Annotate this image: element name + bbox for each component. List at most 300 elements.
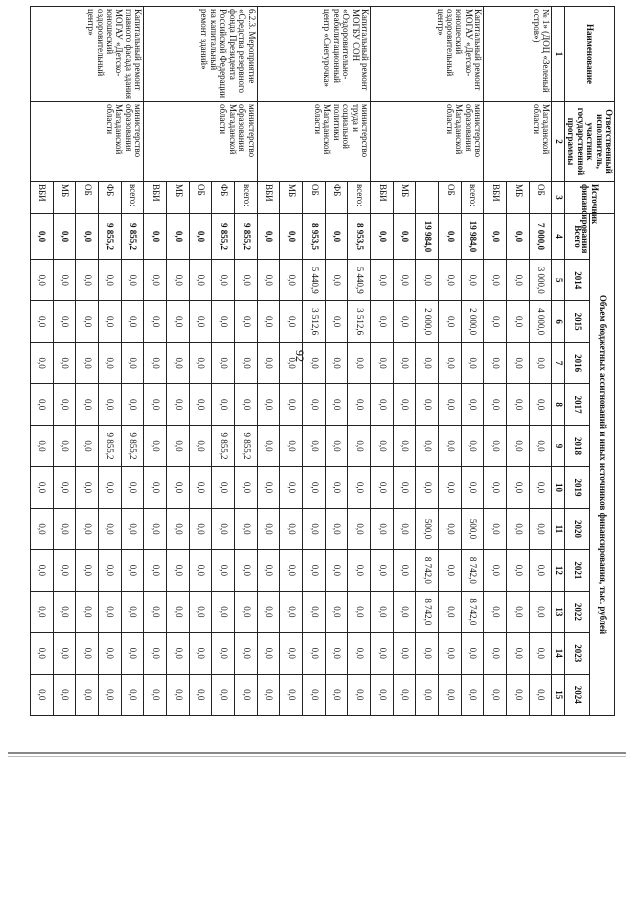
cell-total: 0,0 [325,214,348,260]
cell-value: 0,0 [76,508,99,549]
cell-value: 0,0 [53,301,76,342]
cell-value: 0,0 [325,508,348,549]
cell-value: 0,0 [507,633,530,674]
header-year: 2014 [564,260,589,301]
cell-value: 0,0 [53,508,76,549]
cell-value: 0,0 [280,342,303,383]
header-name: Наименование [564,7,614,102]
cell-value: 0,0 [76,550,99,591]
cell-value: 0,0 [234,591,257,632]
cell-value: 0,0 [461,384,484,425]
cell-value: 0,0 [166,633,189,674]
cell-value: 0,0 [257,384,280,425]
cell-value: 3 000,0 [529,260,552,301]
row-source: всего: [121,182,144,214]
cell-value: 0,0 [280,384,303,425]
cell-total: 7 000,0 [529,214,552,260]
cell-value: 0,0 [257,591,280,632]
cell-value: 0,0 [302,425,325,466]
cell-value: 0,0 [529,425,552,466]
cell-value: 0,0 [371,301,394,342]
cell-value: 3 512,6 [302,301,325,342]
row-source: всего: [348,182,371,214]
cell-value: 0,0 [280,301,303,342]
cell-value: 0,0 [507,550,530,591]
cell-value: 0,0 [280,550,303,591]
row-responsible: министерство образования Магаданской области [144,102,257,182]
cell-value: 0,0 [529,508,552,549]
cell-value: 0,0 [30,425,53,466]
cell-value: 0,0 [144,342,167,383]
cell-value: 0,0 [348,508,371,549]
cell-value: 0,0 [98,342,121,383]
cell-total: 0,0 [393,214,416,260]
cell-value: 0,0 [234,633,257,674]
cell-value: 0,0 [302,342,325,383]
cell-value: 0,0 [393,301,416,342]
cell-value: 0,0 [325,591,348,632]
cell-value: 0,0 [212,591,235,632]
cell-value: 0,0 [439,425,462,466]
cell-value: 0,0 [507,674,530,715]
cell-value: 0,0 [257,550,280,591]
cell-value: 0,0 [144,384,167,425]
header-row-1 [589,7,614,716]
cell-total: 0,0 [53,214,76,260]
cell-value: 0,0 [30,591,53,632]
cell-value: 0,0 [325,467,348,508]
cell-value: 0,0 [507,425,530,466]
cell-value: 0,0 [212,301,235,342]
row-source: ВБИ [144,182,167,214]
cell-total: 0,0 [507,214,530,260]
cell-value: 0,0 [393,508,416,549]
cell-value: 3 512,6 [348,301,371,342]
header-year: 2015 [564,301,589,342]
cell-value: 0,0 [53,591,76,632]
cell-total: 9 855,2 [212,214,235,260]
header-year: 2021 [564,550,589,591]
cell-value: 0,0 [166,384,189,425]
cell-value: 0,0 [144,674,167,715]
cell-value: 0,0 [234,301,257,342]
cell-value: 0,0 [416,633,439,674]
cell-value: 0,0 [393,425,416,466]
row-source: ВБИ [371,182,394,214]
cell-value: 0,0 [212,633,235,674]
cell-value: 0,0 [121,591,144,632]
cell-value: 0,0 [144,508,167,549]
cell-value: 0,0 [121,550,144,591]
cell-value: 0,0 [30,467,53,508]
cell-value: 0,0 [439,633,462,674]
cell-value: 0,0 [30,674,53,715]
cell-value: 0,0 [189,342,212,383]
cell-value: 0,0 [257,301,280,342]
cell-value: 0,0 [484,301,507,342]
cell-total: 8 953,5 [302,214,325,260]
cell-value: 0,0 [439,301,462,342]
cell-value: 0,0 [371,260,394,301]
cell-value: 0,0 [189,550,212,591]
column-number: 4 [552,214,564,260]
cell-value: 0,0 [189,301,212,342]
cell-value: 0,0 [212,550,235,591]
cell-value: 0,0 [280,591,303,632]
cell-value: 0,0 [189,508,212,549]
row-source: ОБ [302,182,325,214]
row-source: ОБ [76,182,99,214]
cell-value: 0,0 [98,674,121,715]
row-source: ВБИ [30,182,53,214]
cell-value: 0,0 [121,508,144,549]
cell-value: 0,0 [371,342,394,383]
cell-value: 0,0 [144,301,167,342]
cell-value: 0,0 [529,342,552,383]
cell-value: 0,0 [189,260,212,301]
cell-value: 500,0 [416,508,439,549]
column-number: 9 [552,425,564,466]
cell-value: 0,0 [121,467,144,508]
cell-value: 0,0 [461,260,484,301]
cell-value: 0,0 [348,467,371,508]
cell-value: 0,0 [484,550,507,591]
cell-value: 0,0 [348,591,371,632]
cell-value: 0,0 [144,591,167,632]
cell-value: 0,0 [507,467,530,508]
cell-value: 0,0 [98,633,121,674]
row-source: ВБИ [484,182,507,214]
row-name: 6.2.3. Мероприятие «Средства резервного фонда Президента Российской Федерации на капитальный ремонт зданий» [144,7,257,102]
cell-value: 0,0 [507,508,530,549]
cell-value: 0,0 [393,550,416,591]
cell-value: 0,0 [53,425,76,466]
table-row [348,7,371,716]
cell-value: 0,0 [234,342,257,383]
cell-value: 0,0 [393,633,416,674]
cell-value: 0,0 [98,508,121,549]
cell-value: 0,0 [234,260,257,301]
cell-value: 0,0 [144,260,167,301]
cell-total: 0,0 [189,214,212,260]
cell-value: 0,0 [30,508,53,549]
cell-value: 8 742,0 [416,591,439,632]
cell-value: 0,0 [348,342,371,383]
cell-value: 0,0 [529,550,552,591]
cell-total: 19 984,0 [461,214,484,260]
cell-value: 0,0 [348,550,371,591]
cell-value: 0,0 [325,301,348,342]
cell-value: 4 000,0 [529,301,552,342]
cell-value: 0,0 [371,633,394,674]
cell-total: 0,0 [257,214,280,260]
cell-value: 0,0 [371,674,394,715]
header-year: 2018 [564,425,589,466]
cell-value: 0,0 [166,342,189,383]
cell-value: 0,0 [348,674,371,715]
cell-value: 0,0 [30,550,53,591]
cell-value: 5 440,9 [302,260,325,301]
row-name: Капитальный ремонт главного фасада здания МОГАУ «Детско-юношеский оздоровительный центр» [30,7,144,102]
cell-value: 0,0 [529,674,552,715]
cell-value: 0,0 [257,508,280,549]
cell-value: 0,0 [325,425,348,466]
cell-total: 8 953,5 [348,214,371,260]
cell-value: 0,0 [166,550,189,591]
cell-value: 0,0 [393,384,416,425]
cell-value: 0,0 [325,633,348,674]
cell-value: 0,0 [212,467,235,508]
cell-value: 0,0 [30,633,53,674]
cell-value: 0,0 [439,674,462,715]
cell-value: 0,0 [98,591,121,632]
cell-total: 19 984,0 [416,214,439,260]
cell-value: 0,0 [257,633,280,674]
cell-value: 0,0 [325,550,348,591]
cell-value: 0,0 [280,467,303,508]
cell-value: 0,0 [280,674,303,715]
cell-value: 0,0 [529,591,552,632]
cell-value: 0,0 [393,342,416,383]
cell-value: 0,0 [234,550,257,591]
cell-value: 0,0 [76,260,99,301]
header-row-numbers [552,7,564,716]
table-row [529,7,552,716]
cell-value: 0,0 [416,342,439,383]
cell-value: 0,0 [325,342,348,383]
cell-value: 0,0 [371,508,394,549]
header-year: 2017 [564,384,589,425]
cell-value: 0,0 [234,674,257,715]
column-number: 6 [552,301,564,342]
cell-value: 0,0 [484,260,507,301]
cell-value: 0,0 [212,508,235,549]
cell-value: 0,0 [166,591,189,632]
cell-value: 0,0 [189,591,212,632]
cell-value: 0,0 [53,550,76,591]
cell-value: 0,0 [166,425,189,466]
cell-value: 0,0 [280,508,303,549]
header-year: 2019 [564,467,589,508]
header-year: 2024 [564,674,589,715]
row-source: МБ [166,182,189,214]
cell-value: 0,0 [529,633,552,674]
cell-value: 0,0 [507,384,530,425]
cell-value: 0,0 [507,591,530,632]
cell-value: 0,0 [484,467,507,508]
cell-value: 9 855,2 [121,425,144,466]
header-year: 2023 [564,633,589,674]
cell-value: 0,0 [393,591,416,632]
cell-value: 0,0 [53,633,76,674]
row-responsible: министерство образования Магаданской области [30,102,144,182]
cell-value: 0,0 [529,467,552,508]
cell-value: 0,0 [144,425,167,466]
cell-value: 0,0 [439,550,462,591]
column-number: 7 [552,342,564,383]
cell-value: 0,0 [302,591,325,632]
cell-value: 0,0 [76,342,99,383]
cell-value: 0,0 [348,425,371,466]
cell-total: 9 855,2 [121,214,144,260]
cell-value: 0,0 [53,467,76,508]
cell-value: 0,0 [76,674,99,715]
cell-value: 0,0 [98,550,121,591]
cell-value: 0,0 [302,508,325,549]
cell-value: 0,0 [212,674,235,715]
cell-value: 0,0 [416,425,439,466]
cell-value: 2 000,0 [461,301,484,342]
cell-value: 0,0 [439,342,462,383]
page-divider-thin [8,756,626,757]
cell-value: 0,0 [507,342,530,383]
row-source: всего: [461,182,484,214]
row-name: Капитальный ремонт МОГАУ «Детско-юношеский оздоровительный центр» [371,7,484,102]
cell-value: 0,0 [325,384,348,425]
cell-value: 0,0 [461,467,484,508]
cell-total: 9 855,2 [98,214,121,260]
cell-total: 0,0 [76,214,99,260]
header-funding-title: Объем бюджетных ассигнований и иных источников финансирования, тыс. рублей [589,214,614,716]
row-responsible: Магаданской области [484,102,552,182]
cell-value: 0,0 [280,425,303,466]
row-name: Капитальный ремонт МОГБУ СОН «Оздоровительно-реабилитационный центр «Снегурочка» [257,7,370,102]
cell-value: 0,0 [302,550,325,591]
cell-value: 0,0 [257,467,280,508]
cell-value: 0,0 [484,591,507,632]
column-number: 11 [552,508,564,549]
cell-value: 0,0 [484,508,507,549]
cell-value: 0,0 [371,550,394,591]
cell-value: 0,0 [257,425,280,466]
cell-value: 0,0 [416,467,439,508]
cell-value: 0,0 [416,260,439,301]
cell-value: 0,0 [76,633,99,674]
cell-value: 0,0 [461,633,484,674]
header-year: 2022 [564,591,589,632]
cell-value: 0,0 [257,674,280,715]
row-name: № 1» (ДОЦ «Зеленый остров») [484,7,552,102]
cell-value: 0,0 [371,467,394,508]
cell-value: 0,0 [461,674,484,715]
cell-value: 0,0 [371,384,394,425]
cell-total: 0,0 [280,214,303,260]
cell-total: 0,0 [144,214,167,260]
cell-value: 9 855,2 [98,425,121,466]
row-source: всего: [234,182,257,214]
cell-value: 0,0 [439,384,462,425]
cell-value: 0,0 [461,342,484,383]
table-body [30,7,552,716]
cell-value: 0,0 [461,425,484,466]
row-source: ОБ [439,182,462,214]
cell-total: 0,0 [166,214,189,260]
cell-value: 0,0 [189,467,212,508]
cell-value: 0,0 [30,301,53,342]
cell-value: 0,0 [348,384,371,425]
cell-value: 0,0 [393,467,416,508]
funding-table [30,6,615,716]
row-source: МБ [507,182,530,214]
row-source: МБ [280,182,303,214]
cell-value: 0,0 [30,384,53,425]
cell-value: 0,0 [348,633,371,674]
cell-value: 0,0 [439,260,462,301]
cell-value: 0,0 [76,591,99,632]
cell-value: 9 855,2 [234,425,257,466]
cell-value: 0,0 [189,425,212,466]
cell-value: 0,0 [439,467,462,508]
rotated-table-container [37,6,615,716]
cell-value: 0,0 [439,508,462,549]
cell-value: 0,0 [121,384,144,425]
cell-value: 0,0 [507,301,530,342]
header-year: 2016 [564,342,589,383]
cell-value: 0,0 [371,591,394,632]
cell-value: 0,0 [53,260,76,301]
cell-value: 0,0 [484,425,507,466]
cell-value: 0,0 [484,342,507,383]
row-source: ФБ [212,182,235,214]
cell-value: 0,0 [144,633,167,674]
cell-value: 0,0 [30,342,53,383]
cell-total: 9 855,2 [234,214,257,260]
row-source: МБ [53,182,76,214]
cell-value: 0,0 [416,384,439,425]
cell-value: 0,0 [30,260,53,301]
cell-value: 2 000,0 [416,301,439,342]
cell-value: 0,0 [98,384,121,425]
cell-value: 0,0 [166,301,189,342]
row-source: ВБИ [257,182,280,214]
cell-value: 0,0 [166,260,189,301]
column-number: 13 [552,591,564,632]
header-year: 2020 [564,508,589,549]
cell-value: 0,0 [98,260,121,301]
cell-value: 0,0 [416,674,439,715]
cell-value: 0,0 [98,467,121,508]
cell-value: 0,0 [121,674,144,715]
cell-value: 0,0 [166,508,189,549]
cell-value: 0,0 [302,633,325,674]
cell-value: 0,0 [76,384,99,425]
cell-value: 0,0 [121,633,144,674]
cell-value: 0,0 [189,384,212,425]
cell-value: 0,0 [53,342,76,383]
cell-value: 0,0 [121,301,144,342]
cell-value: 0,0 [144,467,167,508]
row-source: ФБ [98,182,121,214]
cell-value: 500,0 [461,508,484,549]
column-number: 10 [552,467,564,508]
cell-value: 0,0 [439,591,462,632]
cell-value: 0,0 [234,384,257,425]
cell-value: 0,0 [325,674,348,715]
cell-value: 0,0 [393,260,416,301]
cell-value: 0,0 [121,342,144,383]
cell-value: 0,0 [212,342,235,383]
cell-value: 0,0 [98,301,121,342]
column-number: 3 [552,182,564,214]
page-number: 92 [293,350,307,362]
cell-value: 0,0 [166,674,189,715]
header-source: Источник финансирования [564,182,614,214]
cell-value: 0,0 [212,384,235,425]
row-responsible: министерство образования Магаданской области [371,102,484,182]
header-responsible: Ответственный исполнитель, участник государственной программы [564,102,614,182]
table-row [234,7,257,716]
cell-value: 0,0 [280,260,303,301]
